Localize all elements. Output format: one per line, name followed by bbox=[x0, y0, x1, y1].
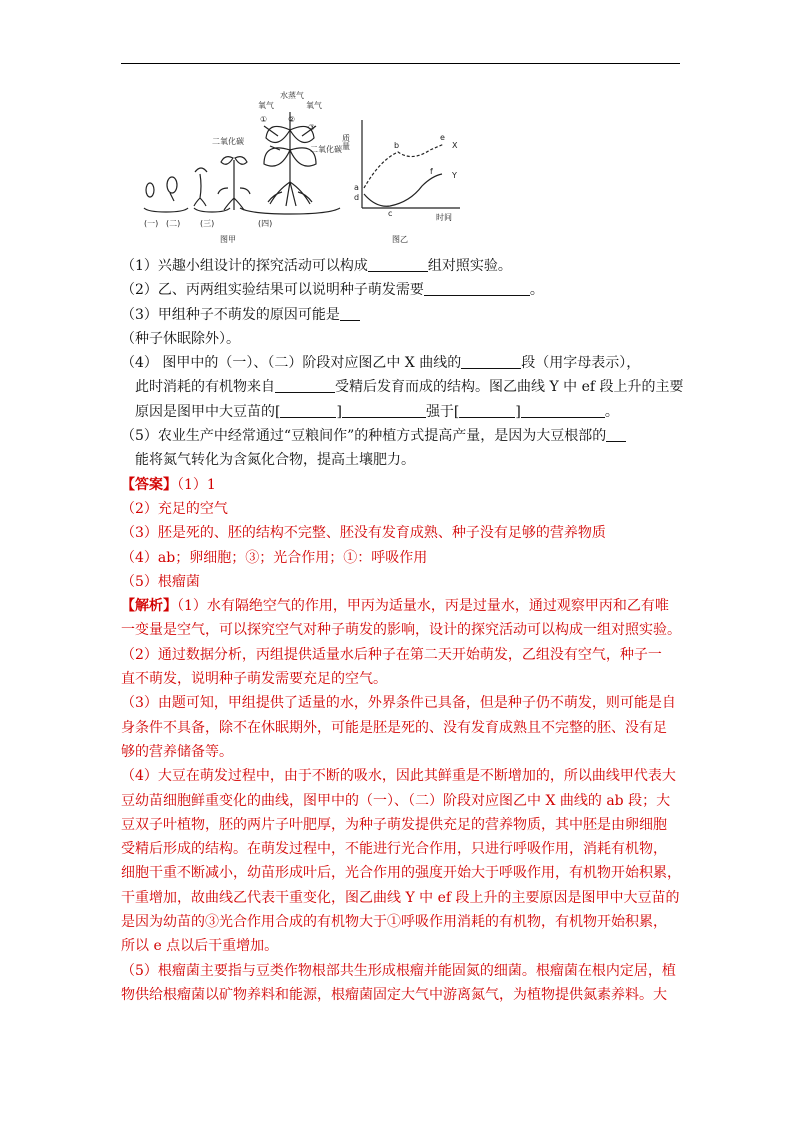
question-1: （1）兴趣小组设计的探究活动可以构成 组对照实验。 bbox=[121, 258, 512, 274]
answer-blank bbox=[606, 427, 626, 442]
fig-a-stage-3: (三) bbox=[200, 219, 215, 228]
fig-a-label-water-vapor: 水蒸气 bbox=[280, 91, 304, 100]
fig-b-point-e: e bbox=[440, 133, 445, 142]
fig-a-label-oxygen: 氧气 bbox=[258, 101, 274, 110]
fig-b-curve-y-label: Y bbox=[452, 171, 457, 180]
fig-b-caption: 图乙 bbox=[392, 235, 408, 244]
analysis-line: （2）通过数据分析，丙组提供适量水后种子在第二天开始萌发，乙组没有空气，种子一 bbox=[121, 646, 662, 663]
answer-blank bbox=[275, 378, 335, 393]
question-3-note: （种子休眠除外）。 bbox=[121, 330, 240, 347]
analysis-line: 豆幼苗细胞鲜重变化的曲线，图甲中的（一）、（二）阶段对应图乙中 X 曲线的 ab 段；大 bbox=[121, 792, 671, 809]
fig-a-stage-4: (四) bbox=[258, 219, 273, 228]
question-4-line-2: 此时消耗的有机物来自 受精后发育而成的结构。图乙曲线 Y 中 ef 段上升的主要 bbox=[135, 379, 684, 396]
analysis-line: 【解析】（1）水有隔绝空气的作用，甲丙为适量水，丙是过量水，通过观察甲丙和乙有唯 bbox=[121, 598, 669, 615]
fig-a-label-n2: ② bbox=[288, 115, 296, 124]
analysis-tag: 【解析】 bbox=[121, 598, 177, 615]
analysis-line: 物供给根瘤菌以矿物养料和能源，根瘤菌固定大气中游离氮气，为植物提供氮素养料。大 bbox=[121, 986, 667, 1003]
fig-a-label-co2-left: 二氧化碳 bbox=[212, 137, 244, 146]
analysis-line: 豆双子叶植物，胚的两片子叶肥厚，为种子萌发提供充足的营养物质，其中胚是由卵细胞 bbox=[121, 816, 667, 833]
figure-area bbox=[140, 90, 500, 250]
fig-a-label-n3: ③ bbox=[308, 123, 316, 132]
analysis-line: 干重增加，故曲线乙代表干重变化，图乙曲线 Y 中 ef 段上升的主要原因是图甲中大豆苗的 bbox=[121, 889, 680, 906]
fig-a-labels bbox=[144, 90, 342, 244]
question-3: （3）甲组种子不萌发的原因可能是 bbox=[121, 303, 681, 327]
answer-blank bbox=[340, 306, 360, 321]
analysis-line: 直不萌发，说明种子萌发需要充足的空气。 bbox=[121, 671, 387, 688]
fig-a-label-oxygen2: 氧气 bbox=[306, 101, 322, 110]
fig-b-graph bbox=[362, 120, 460, 208]
fig-b-point-c: c bbox=[388, 209, 393, 218]
answer-1: 【答案】（1）1 bbox=[121, 476, 216, 493]
analysis-line: （3）由题可知，甲组提供了适量的水，外界条件已具备，但是种子仍不萌发，则可能是自 bbox=[121, 695, 676, 712]
answer-4: （4）ab；卵细胞；③；光合作用；①：呼吸作用 bbox=[121, 549, 428, 566]
answer-blank bbox=[461, 354, 521, 369]
answer-blank bbox=[459, 403, 515, 418]
answer-2: （2）充足的空气 bbox=[121, 500, 228, 517]
answer-blank bbox=[342, 403, 426, 418]
analysis-line: 够的营养储备等。 bbox=[121, 743, 233, 760]
fig-b-ylabel: 质量 bbox=[341, 134, 351, 150]
analysis-line: （5）根瘤菌主要指与豆类作物根部共生形成根瘤并能固氮的细菌。根瘤菌在根内定居，植 bbox=[121, 962, 676, 979]
answer-blank bbox=[521, 403, 605, 418]
question-4-line-1: （4） 图甲中的（一）、（二）阶段对应图乙中 X 曲线的 段（用字母表示）， bbox=[121, 355, 641, 372]
fig-b-point-f: f bbox=[430, 167, 433, 176]
fig-a-stage-1: (一) bbox=[144, 219, 159, 228]
analysis-line: 所以 e 点以后干重增加。 bbox=[121, 938, 279, 955]
answer-3: （3）胚是死的、胚的结构不完整、胚没有发育成熟、种子没有足够的营养物质 bbox=[121, 525, 606, 542]
analysis-line: 身条件不具备，除不在休眠期外，可能是胚是死的、没有发育成熟且不完整的胚、没有足 bbox=[121, 719, 667, 736]
fig-a-label-co2-right: 二氧化碳 bbox=[310, 145, 342, 154]
answer-blank bbox=[368, 257, 428, 272]
question-2: （2）乙、丙两组实验结果可以说明种子萌发需要 。 bbox=[121, 282, 544, 299]
fig-a-label-n1: ① bbox=[260, 115, 268, 124]
fig-b-labels bbox=[342, 133, 459, 244]
fig-b-point-b: b bbox=[394, 141, 400, 150]
answer-blank bbox=[424, 281, 530, 296]
fig-a-caption: 图甲 bbox=[220, 235, 236, 244]
fig-b-xlabel: 时间 bbox=[436, 213, 452, 222]
fig-b-point-d: d bbox=[354, 193, 360, 202]
document-body bbox=[121, 254, 684, 1007]
answer-blank bbox=[280, 403, 336, 418]
fig-a-stage-2: (二) bbox=[166, 219, 181, 228]
question-5-line-1: （5）农业生产中经常通过“豆粮间作”的种植方式提高产量，是因为大豆根部的 bbox=[121, 424, 681, 448]
analysis-line: 是因为幼苗的③光合作用合成的有机物大于①呼吸作用消耗的有机物，有机物开始积累， bbox=[121, 914, 667, 931]
curve-x bbox=[364, 144, 444, 188]
analysis-line: 受精后形成的结构。在萌发过程中，不能进行光合作用，只进行呼吸作用，消耗有机物， bbox=[121, 841, 667, 858]
question-5-line-2: 能将氮气转化为含氮化合物，提高土壤肥力。 bbox=[135, 452, 415, 469]
analysis-line: 一变量是空气，可以探究空气对种子萌发的影响，设计的探究活动可以构成一组对照实验。 bbox=[121, 622, 681, 639]
fig-b-curve-x-label: X bbox=[452, 141, 458, 150]
curve-y bbox=[364, 174, 442, 206]
header-rule bbox=[121, 63, 680, 64]
figure-svg bbox=[140, 90, 500, 250]
analysis-line: 细胞干重不断减小，幼苗形成叶后，光合作用的强度开始大于呼吸作用，有机物开始积累， bbox=[121, 865, 681, 882]
fig-b-point-a: a bbox=[354, 183, 359, 192]
answer-5: （5）根瘤菌 bbox=[121, 573, 200, 590]
answer-tag: 【答案】 bbox=[121, 476, 177, 493]
analysis-line: （4）大豆在萌发过程中，由于不断的吸水，因此其鲜重是不断增加的，所以曲线甲代表大 bbox=[121, 768, 676, 785]
question-4-line-3: 原因是图甲中大豆苗的[ ] 强于[ ] 。 bbox=[135, 403, 619, 420]
